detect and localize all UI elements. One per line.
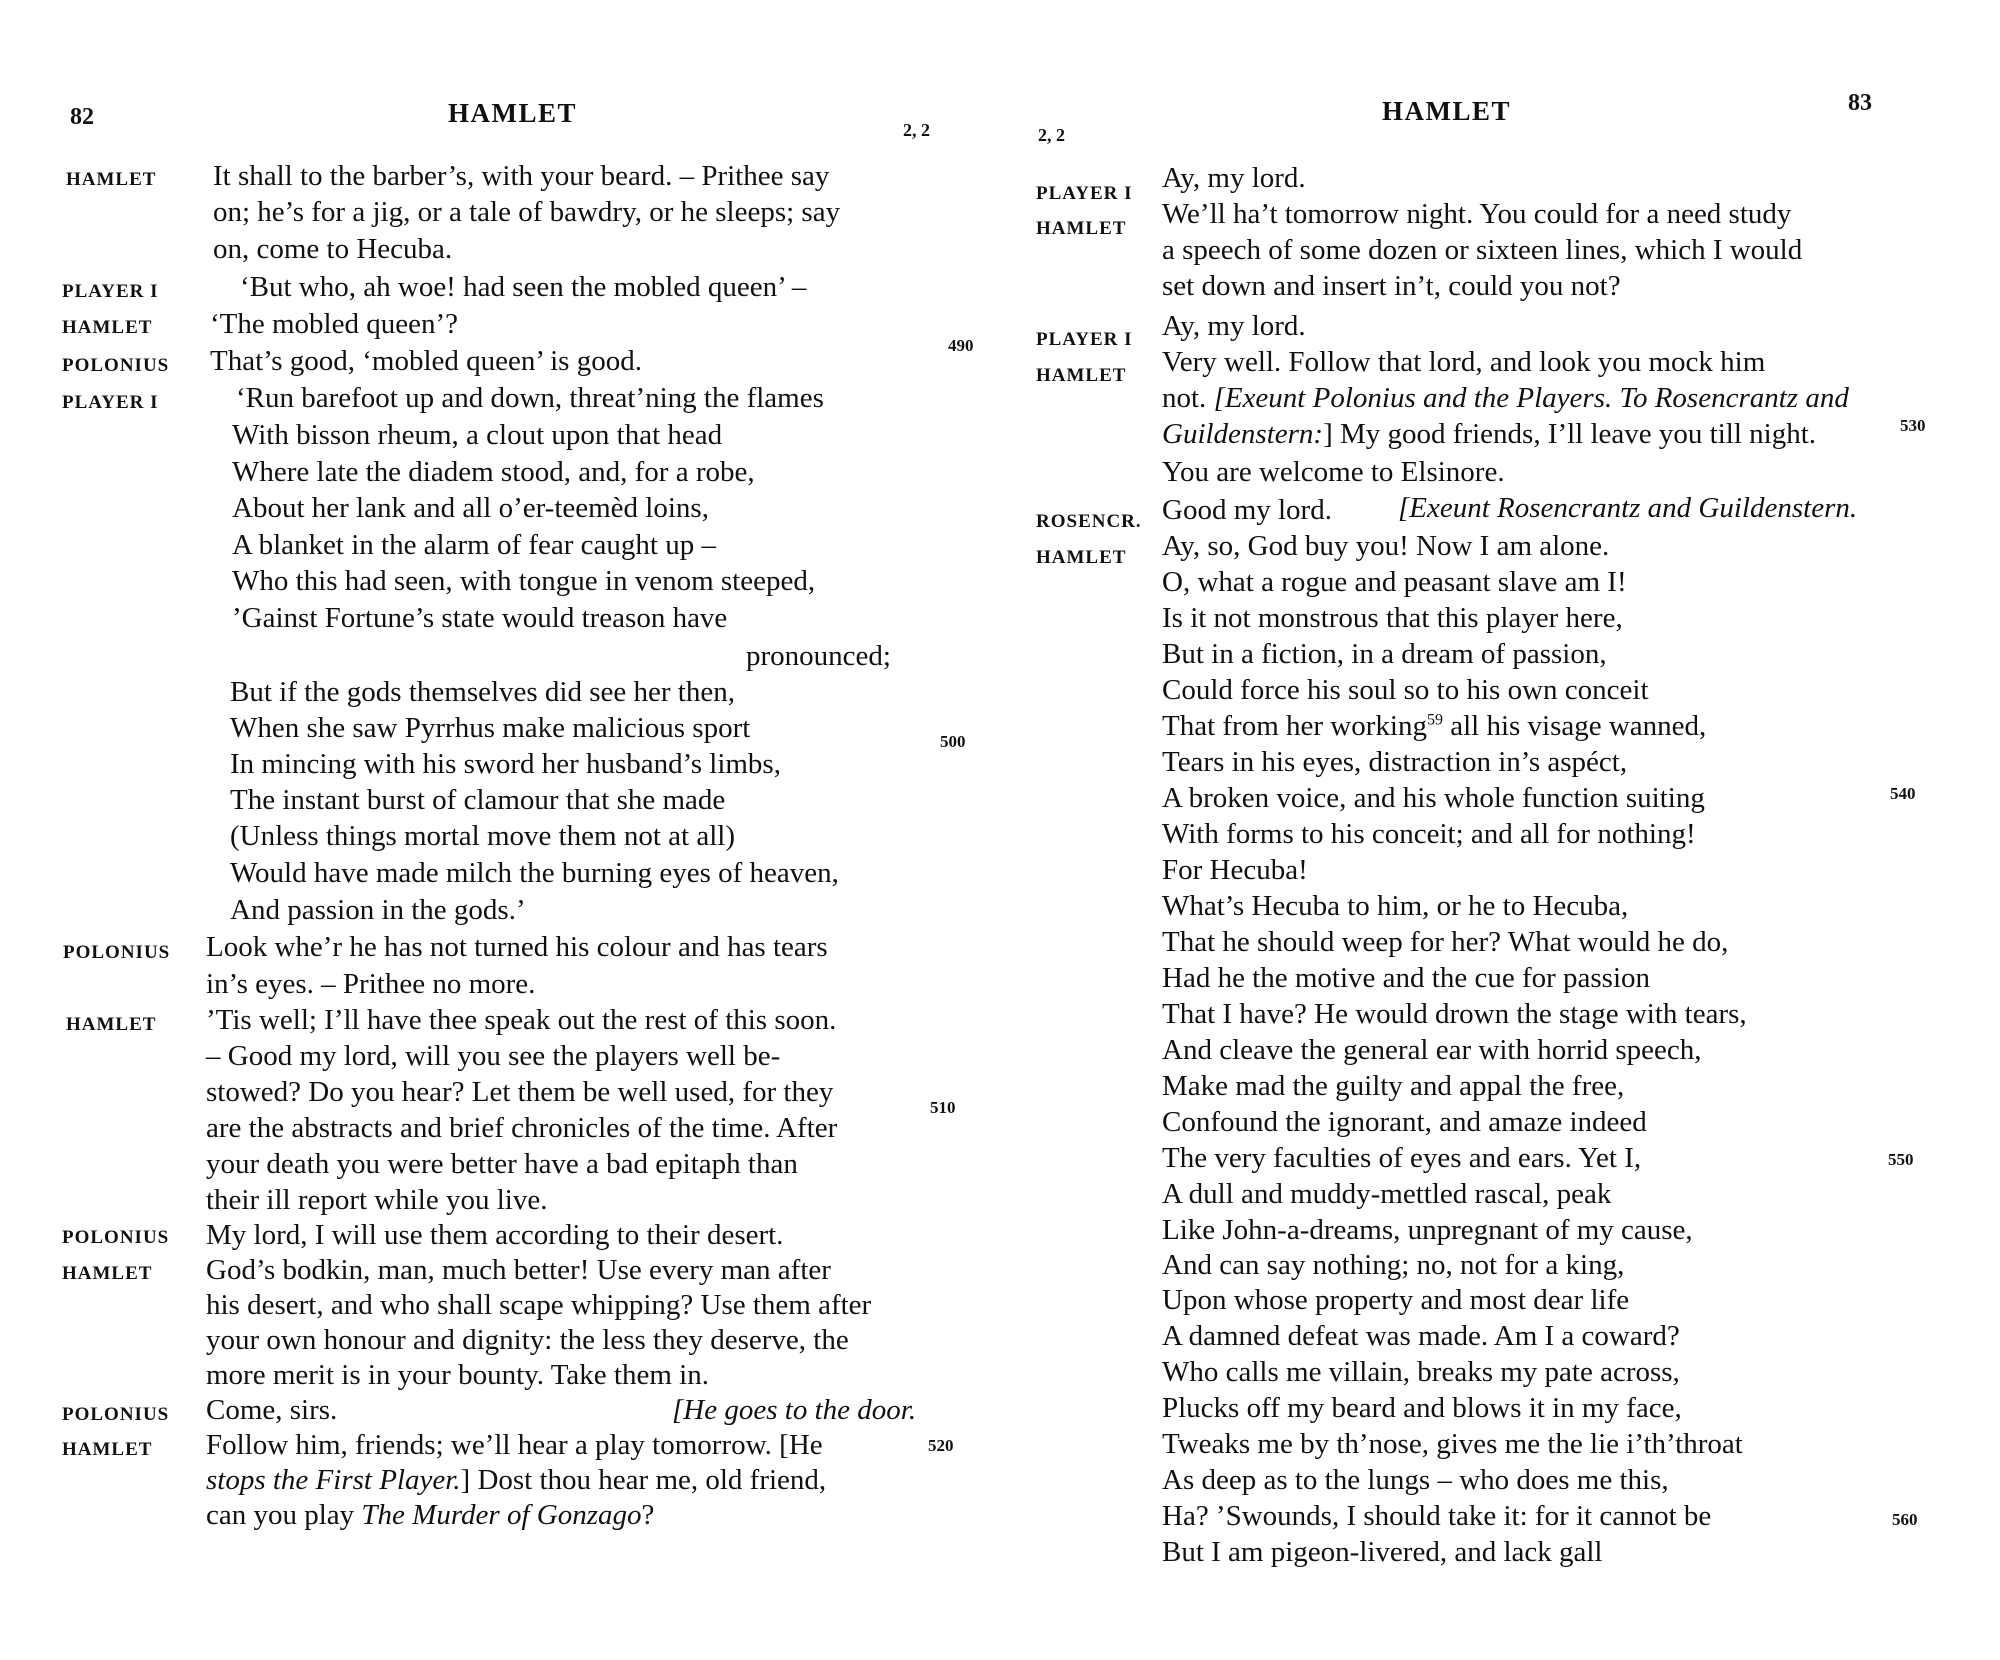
speaker-name: PLAYER I — [1036, 183, 1133, 204]
play-title: The Murder of Gonzago — [361, 1499, 642, 1531]
text-line: Could force his soul so to his own conceit — [1162, 674, 1649, 706]
text-fragment: ] My good friends, I’ll leave you till night. — [1323, 418, 1817, 450]
text-line: Tears in his eyes, distraction in’s aspéct, — [1162, 746, 1628, 778]
text-line: Like John-a-dreams, unpregnant of my cause, — [1162, 1214, 1693, 1246]
text-line: That he should weep for her? What would he do, — [1162, 926, 1729, 958]
text-line: stowed? Do you hear? Let them be well used, for they — [206, 1076, 834, 1108]
text-line: God’s bodkin, man, much better! Use every man after — [206, 1254, 831, 1286]
text-line: Good my lord. — [1162, 494, 1332, 526]
text-line: When she saw Pyrrhus make malicious sport — [230, 712, 751, 744]
text-line: That’s good, ‘mobled queen’ is good. — [210, 345, 642, 377]
text-line: Ay, so, God buy you! Now I am alone. — [1162, 530, 1610, 562]
speaker-name: PLAYER I — [1036, 329, 1133, 350]
text-fragment: not. — [1162, 382, 1214, 414]
text-line: Very well. Follow that lord, and look you mock him — [1162, 346, 1766, 378]
line-number: 490 — [948, 336, 974, 355]
text-line: ‘The mobled queen’? — [210, 308, 459, 340]
speaker-name: ROSENCR. — [1036, 511, 1142, 532]
text-line: pronounced; — [746, 640, 891, 672]
text-line: My lord, I will use them according to their desert. — [206, 1219, 784, 1251]
text-line: A damned defeat was made. Am I a coward? — [1162, 1320, 1680, 1352]
text-line: Look whe’r he has not turned his colour and has tears — [206, 931, 828, 963]
speaker-name: HAMLET — [66, 1014, 157, 1035]
text-line: Ay, my lord. — [1162, 162, 1306, 194]
footnote-marker: 59 — [1426, 711, 1443, 729]
text-line: on, come to Hecuba. — [213, 233, 453, 265]
text-line: more merit is in your bounty. Take them in. — [206, 1359, 709, 1391]
line-number: 530 — [1900, 416, 1926, 435]
text-line: Plucks off my beard and blows it in my face, — [1162, 1392, 1682, 1424]
text-line: O, what a rogue and peasant slave am I! — [1162, 566, 1627, 598]
speaker-name: HAMLET — [62, 1439, 153, 1460]
running-head: HAMLET — [1382, 96, 1512, 126]
speaker-name: POLONIUS — [63, 942, 171, 963]
stage-direction: Guildenstern: — [1162, 418, 1324, 450]
text-line: And passion in the gods.’ — [230, 894, 526, 926]
stage-direction: [He goes to the door. — [672, 1394, 917, 1426]
text-line: That I have? He would drown the stage with tears, — [1162, 998, 1747, 1030]
text-line: are the abstracts and brief chronicles of the time. After — [206, 1112, 838, 1144]
text-line: But I am pigeon-livered, and lack gall — [1162, 1536, 1603, 1568]
speaker-name: HAMLET — [1036, 365, 1127, 386]
text-line: Make mad the guilty and appal the free, — [1162, 1070, 1625, 1102]
text-line: – Good my lord, will you see the players well be- — [206, 1040, 781, 1072]
text-line: Come, sirs. — [206, 1394, 338, 1426]
text-line — [1162, 708, 1706, 744]
text-fragment: ] Dost thou hear me, old friend, — [460, 1464, 827, 1496]
text-line: A blanket in the alarm of fear caught up – — [232, 529, 716, 561]
text-line: You are welcome to Elsinore. — [1162, 456, 1505, 488]
stage-direction: stops the First Player. — [206, 1464, 461, 1496]
line-number: 500 — [940, 732, 966, 751]
text-line: And can say nothing; no, not for a king, — [1162, 1249, 1625, 1281]
text-line: ‘Run barefoot up and down, threat’ning the flames — [236, 382, 824, 414]
speaker-name: HAMLET — [62, 317, 153, 338]
text-line: A broken voice, and his whole function suiting — [1162, 782, 1705, 814]
line-number: 560 — [1892, 1510, 1918, 1529]
text-line: Is it not monstrous that this player here, — [1162, 602, 1623, 634]
text-line: But if the gods themselves did see her then, — [230, 676, 735, 708]
text-line: your own honour and dignity: the less they deserve, the — [206, 1324, 849, 1356]
text-line: About her lank and all o’er-teemèd loins, — [232, 492, 709, 524]
text-line: ’Tis well; I’ll have thee speak out the rest of this soon. — [206, 1004, 837, 1036]
stage-direction: [Exeunt Polonius and the Players. To Rosencrantz and — [1213, 382, 1849, 414]
line-number: 510 — [930, 1098, 956, 1117]
text-line: For Hecuba! — [1162, 854, 1308, 886]
line-number: 540 — [1890, 784, 1916, 803]
text-line: Follow him, friends; we’ll hear a play tomorrow. [He — [206, 1429, 823, 1461]
text-line: And cleave the general ear with horrid speech, — [1162, 1034, 1702, 1066]
text-line: A dull and muddy-mettled rascal, peak — [1162, 1178, 1612, 1210]
speaker-name: PLAYER I — [62, 392, 159, 413]
text-fragment: ? — [641, 1499, 655, 1531]
text-line — [1162, 380, 1849, 416]
text-line: It shall to the barber’s, with your beard. – Prithee say — [213, 160, 830, 192]
speaker-name: POLONIUS — [62, 1404, 170, 1425]
line-number: 550 — [1888, 1150, 1914, 1169]
speaker-name: POLONIUS — [62, 1227, 170, 1248]
text-line — [1162, 416, 1816, 452]
page-number: 82 — [70, 104, 94, 130]
text-line: In mincing with his sword her husband’s limbs, — [230, 748, 781, 780]
text-line: set down and insert in’t, could you not? — [1162, 270, 1621, 302]
running-head: HAMLET — [448, 98, 578, 128]
text-line: Upon whose property and most dear life — [1162, 1284, 1630, 1316]
text-line: Tweaks me by th’nose, gives me the lie i’th’throat — [1162, 1428, 1743, 1460]
text-fragment: That from her working — [1162, 710, 1427, 742]
text-line: The very faculties of eyes and ears. Yet I, — [1162, 1142, 1642, 1174]
text-line: With bisson rheum, a clout upon that head — [232, 419, 723, 451]
text-line: Where late the diadem stood, and, for a robe, — [232, 456, 755, 488]
text-line: Confound the ignorant, and amaze indeed — [1162, 1106, 1647, 1138]
text-line: your death you were better have a bad epitaph than — [206, 1148, 798, 1180]
speaker-name: POLONIUS — [62, 355, 170, 376]
stage-direction: [Exeunt Rosencrantz and Guildenstern. — [1398, 492, 1858, 524]
text-line: his desert, and who shall scape whipping? Use them after — [206, 1289, 872, 1321]
text-line: What’s Hecuba to him, or he to Hecuba, — [1162, 890, 1629, 922]
page-number: 83 — [1848, 90, 1872, 116]
text-line: The instant burst of clamour that she made — [230, 784, 726, 816]
text-line — [206, 1462, 826, 1498]
text-line: ‘But who, ah woe! had seen the mobled queen’ – — [240, 271, 807, 303]
right-page — [1000, 0, 2000, 1660]
text-line: As deep as to the lungs – who does me this, — [1162, 1464, 1669, 1496]
text-line: ’Gainst Fortune’s state would treason have — [232, 602, 728, 634]
text-line: in’s eyes. – Prithee no more. — [206, 968, 536, 1000]
text-line: Ay, my lord. — [1162, 310, 1306, 342]
text-fragment: all his visage wanned, — [1442, 710, 1707, 742]
text-line: on; he’s for a jig, or a tale of bawdry, or he sleeps; say — [213, 196, 841, 228]
speaker-name: HAMLET — [66, 169, 157, 190]
text-line: Would have made milch the burning eyes of heaven, — [230, 857, 839, 889]
speaker-name: PLAYER I — [62, 281, 159, 302]
text-line: We’ll ha’t tomorrow night. You could for a need study — [1162, 198, 1792, 230]
text-line — [206, 1497, 654, 1533]
text-line: Had he the motive and the cue for passion — [1162, 962, 1651, 994]
text-line: But in a fiction, in a dream of passion, — [1162, 638, 1607, 670]
text-line: their ill report while you live. — [206, 1184, 548, 1216]
text-line: (Unless things mortal move them not at all) — [230, 820, 735, 852]
text-line: a speech of some dozen or sixteen lines, which I would — [1162, 234, 1803, 266]
speaker-name: HAMLET — [62, 1263, 153, 1284]
text-line: Who calls me villain, breaks my pate across, — [1162, 1356, 1680, 1388]
act-scene-marker: 2, 2 — [903, 120, 930, 140]
line-number: 520 — [928, 1436, 954, 1455]
text-line: Who this had seen, with tongue in venom steeped, — [232, 565, 816, 597]
speaker-name: HAMLET — [1036, 218, 1127, 239]
text-line: With forms to his conceit; and all for nothing! — [1162, 818, 1696, 850]
speaker-name: HAMLET — [1036, 547, 1127, 568]
text-line: Ha? ’Swounds, I should take it: for it cannot be — [1162, 1500, 1712, 1532]
text-fragment: can you play — [206, 1499, 362, 1531]
act-scene-marker: 2, 2 — [1038, 125, 1065, 145]
